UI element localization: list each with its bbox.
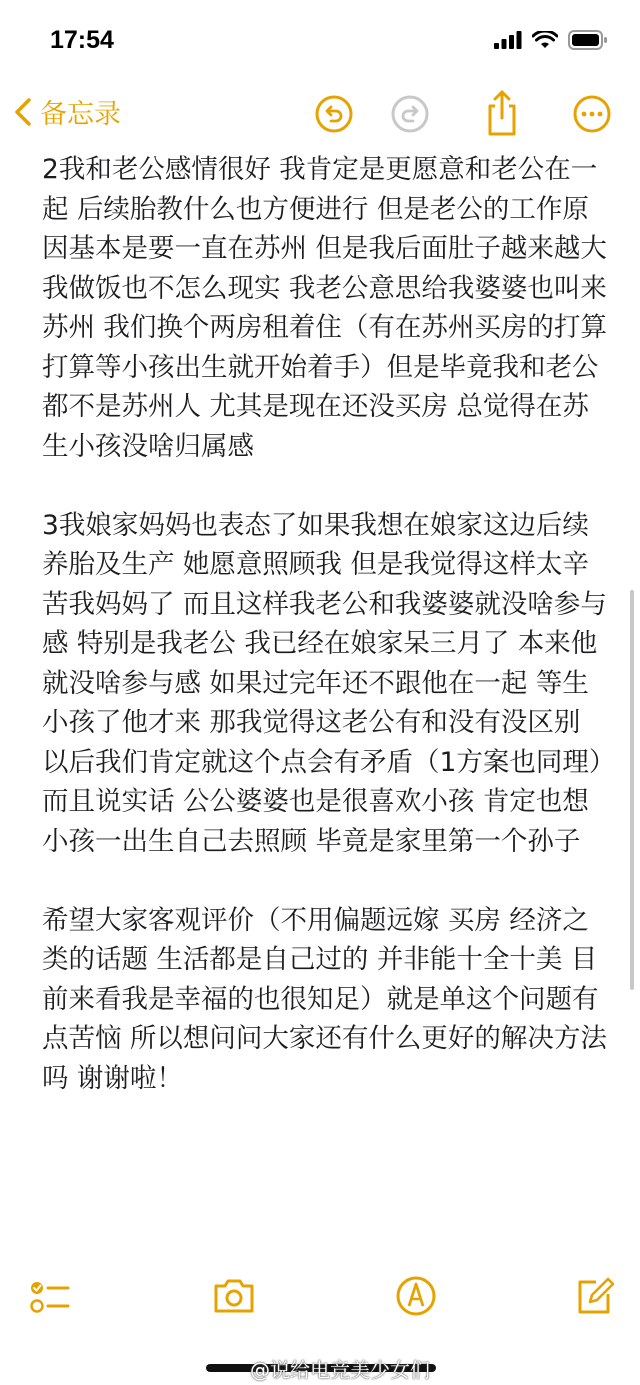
checklist-icon[interactable] [28,1274,72,1318]
nav-bar [0,88,640,144]
note-body[interactable] [42,150,612,1138]
watermark-text: @说给电竞美少女们 [250,1358,430,1382]
status-icons [494,30,608,50]
scroll-indicator[interactable] [630,590,634,990]
more-icon[interactable] [572,94,612,134]
bottom-toolbar [0,1270,640,1320]
chevron-left-icon [14,97,32,127]
status-time: 17:54 [50,26,114,54]
undo-icon[interactable] [314,94,354,134]
redo-icon[interactable] [390,94,430,134]
note-paragraph: 2我和老公感情很好 我肯定是更愿意和老公在一起 后续胎教什么也方便进行 但是老公的工作原因基本是要一直在苏州 但是我后面肚子越来越大 我做饭也不怎么现实 我老公意思给我婆婆也叫来苏州 我们换个两房租着住（有在苏州买房的打算 打算等小孩出生就开始着手）但是毕竟我和老公都不是苏州人 尤其是现在还没买房 总觉得在苏生小孩没啥归属感 [42,154,607,462]
back-button[interactable] [14,92,121,131]
note-paragraph: 希望大家客观评价（不用偏题远嫁 买房 经济之类的话题 生活都是自己过的 并非能十全十美 目前来看我是幸福的也很知足）就是单这个问题有点苦恼 所以想问问大家还有什么更好的解决方法吗 谢谢啦！ [42,904,607,1094]
compose-icon[interactable] [572,1274,616,1318]
status-bar [0,0,640,80]
camera-icon[interactable] [212,1274,256,1318]
note-paragraph: 3我娘家妈妈也表态了如果我想在娘家这边后续养胎及生产 她愿意照顾我 但是我觉得这样太辛苦我妈妈了 而且这样我老公和我婆婆就没啥参与感 特别是我老公 我已经在娘家呆三月了 本来他就没啥参与感 如果过完年还不跟他在一起 等生小孩了他才来 那我觉得这老公有和没有没区别 以后我们肯定就这个点会有矛盾（1方案也同理）而且说实话 公公婆婆也是很喜欢小孩 肯定也想小孩一出生自己去照顾 毕竟是家里第一个孙子 [42,509,607,857]
markup-icon[interactable] [394,1274,438,1318]
wifi-icon [532,31,558,50]
battery-icon [568,30,608,50]
share-icon[interactable] [482,88,522,138]
cellular-signal-icon [494,31,522,49]
back-label: 备忘录 [40,99,121,130]
